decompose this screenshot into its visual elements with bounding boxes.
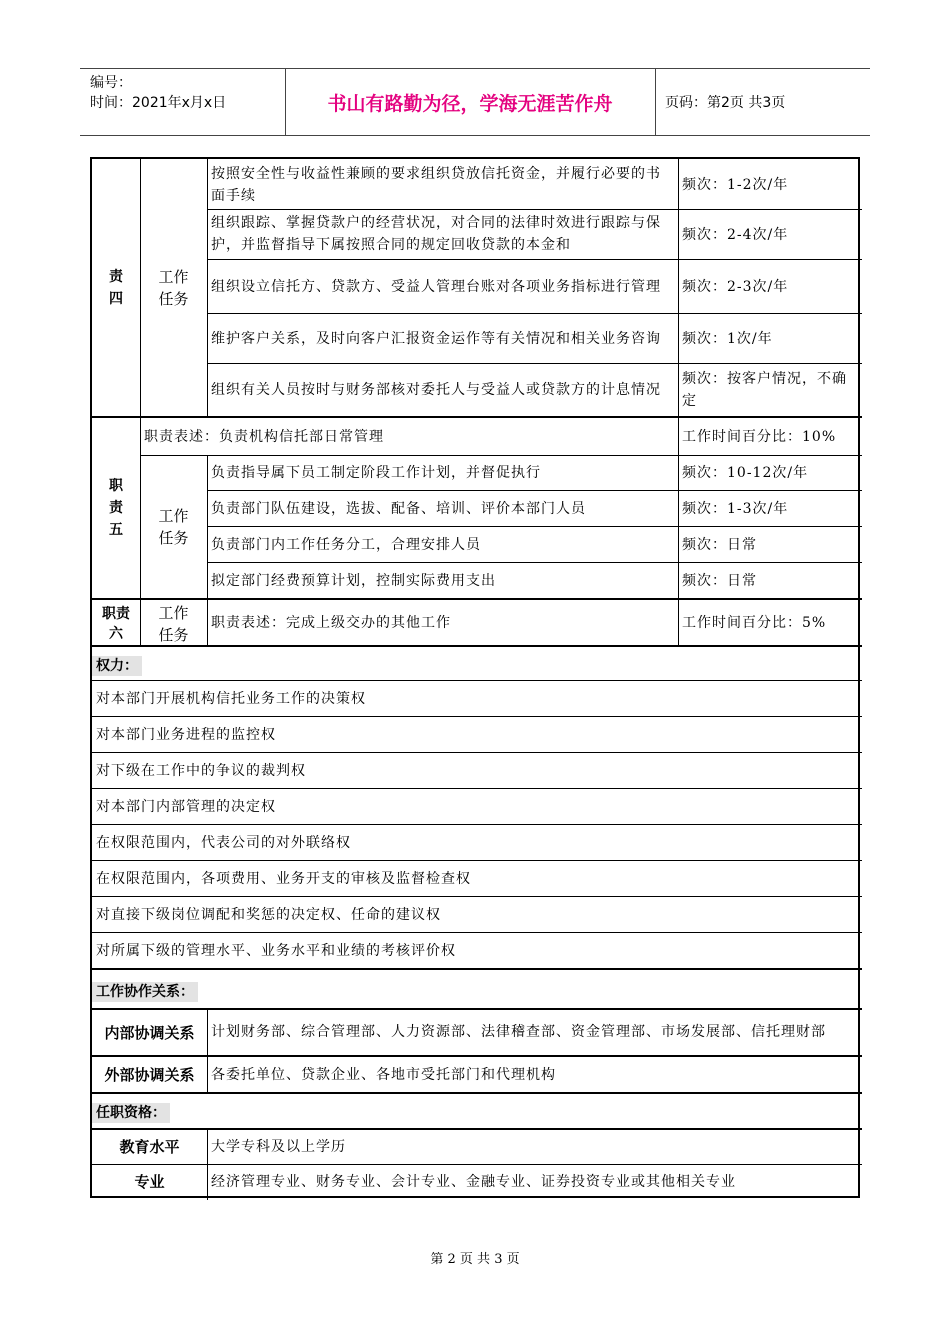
duty4-task-3-frequency: 频次：2-3次/年: [682, 278, 789, 295]
duty4-task-5-frequency: 频次：按客户情况，不确定: [682, 371, 847, 409]
qualification-title: 任职资格：: [92, 1103, 170, 1123]
page-footer: 第 2 页 共 3 页: [430, 1252, 520, 1267]
power-item-6: 在权限范围内，各项费用、业务开支的审核及监督检查权: [96, 870, 471, 887]
header-meta: [90, 73, 285, 113]
document-number-label: 编号：: [90, 75, 132, 91]
duty5-task-2: 负责部门队伍建设，选拔、配备、培训、评价本部门人员: [211, 500, 586, 517]
duty4-label: 责 四: [109, 269, 123, 307]
duty6-task-label: 工作 任务: [158, 604, 189, 644]
duty4-task-5: 组织有关人员按时与财务部核对委托人与受益人或贷款方的计息情况: [211, 382, 661, 398]
duty5-task-3: 负责部门内工作任务分工，合理安排人员: [211, 536, 481, 553]
duty6-label: 职责 六: [102, 606, 130, 642]
header-divider: [655, 69, 656, 135]
internal-relations-label: 内部协调关系: [104, 1023, 195, 1042]
major-value: 经济管理专业、财务专业、会计专业、金融专业、证券投资专业或其他相关专业: [211, 1173, 736, 1190]
powers-title: 权力：: [92, 656, 142, 676]
duty5-task-1-frequency: 频次：10-12次/年: [682, 465, 809, 481]
duty5-task-1: 负责指导属下员工制定阶段工作计划，并督促执行: [211, 465, 541, 481]
external-relations-label: 外部协调关系: [104, 1065, 195, 1084]
duty5-task-label: 工作 任务: [158, 507, 189, 547]
duty4-task-4-frequency: 频次：1次/年: [682, 330, 773, 347]
duty6-description: 职责表述：完成上级交办的其他工作: [211, 614, 451, 631]
duty5-task-2-frequency: 频次：1-3次/年: [682, 500, 789, 517]
duty5-task-4-frequency: 频次：日常: [682, 572, 757, 589]
page-header: [80, 68, 870, 136]
header-motto: 书山有路勤为径，学海无涯苦作舟: [327, 92, 613, 115]
internal-relations-value: 计划财务部、综合管理部、人力资源部、法律稽查部、资金管理部、市场发展部、信托理财部: [211, 1024, 826, 1040]
education-label: 教育水平: [119, 1138, 180, 1156]
duty4-task-1-frequency: 频次：1-2次/年: [682, 177, 789, 193]
power-item-1: 对本部门开展机构信托业务工作的决策权: [96, 690, 366, 707]
education-value: 大学专科及以上学历: [211, 1139, 346, 1155]
relations-title: 工作协作关系：: [92, 982, 198, 1002]
duty5-label: 职 责 五: [109, 478, 123, 538]
power-item-2: 对本部门业务进程的监控权: [96, 726, 276, 743]
duty4-task-3: 组织设立信托方、贷款方、受益人管理台账对各项业务指标进行管理: [211, 278, 661, 295]
major-label: 专业: [134, 1172, 165, 1191]
job-description-table: [90, 157, 860, 1198]
duty5-time-percentage: 工作时间百分比：10%: [682, 428, 837, 445]
duty5-description: 职责表述：负责机构信托部日常管理: [144, 428, 384, 445]
power-item-5: 在权限范围内，代表公司的对外联络权: [96, 834, 351, 851]
duty4-task-2: 组织跟踪、掌握贷款户的经营状况，对合同的法律时效进行跟踪与保护，并监督指导下属按照合同的规定回收贷款的本金和: [211, 215, 661, 253]
duty6-time-percentage: 工作时间百分比：5%: [682, 614, 827, 631]
power-item-4: 对本部门内部管理的决定权: [96, 798, 276, 815]
duty4-task-1: 按照安全性与收益性兼顾的要求组织贷放信托资金，并履行必要的书面手续: [211, 166, 661, 204]
duty4-task-2-frequency: 频次：2-4次/年: [682, 226, 789, 243]
power-item-8: 对所属下级的管理水平、业务水平和业绩的考核评价权: [96, 942, 456, 959]
duty5-task-3-frequency: 频次：日常: [682, 536, 757, 553]
external-relations-value: 各委托单位、贷款企业、各地市受托部门和代理机构: [211, 1066, 556, 1083]
duty5-task-4: 拟定部门经费预算计划，控制实际费用支出: [211, 572, 496, 589]
power-item-3: 对下级在工作中的争议的裁判权: [96, 762, 306, 779]
duty4-task-label: 工作 任务: [158, 268, 189, 308]
power-item-7: 对直接下级岗位调配和奖惩的决定权、任命的建议权: [96, 906, 441, 923]
header-page-number: 页码：第2页 共3页: [665, 95, 786, 111]
document-date: 时间：2021年x月x日: [90, 95, 227, 111]
duty4-task-4: 维护客户关系，及时向客户汇报资金运作等有关情况和相关业务咨询: [211, 330, 661, 347]
